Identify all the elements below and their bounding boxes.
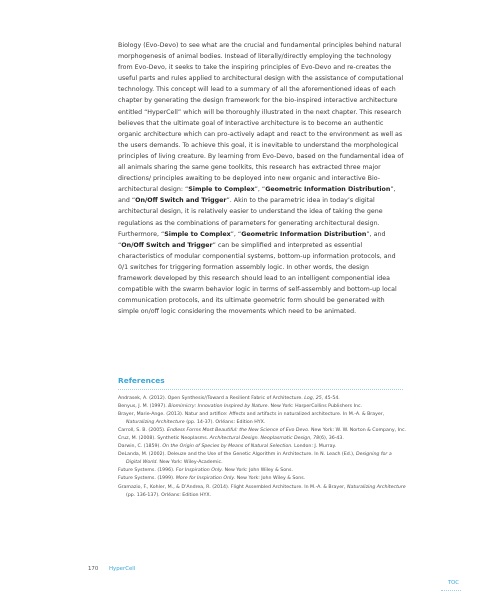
reference-italic: For Inspiration Only. <box>175 468 224 474</box>
reference-item <box>118 395 408 403</box>
reference-text: Future Systems. (1999). <box>118 476 176 482</box>
reference-text: Future Systems. (1996). <box>118 468 176 474</box>
reference-italic: Biomimicry: Innovation Inspired by Nature. <box>168 404 270 410</box>
principle-simple-to-complex: Simple to Complex <box>164 230 231 238</box>
reference-italic: Endless Forms Most Beautiful: the New Science of Evo Devo. <box>167 428 310 434</box>
running-footer-title: HyperCell <box>109 566 136 572</box>
body-text-run: Biology (Evo-Devo) to see what are the crucial and fundamental principles behind natural morphogenesis of animal bodies. Instead of literally/directly employing the technology from Evo-Devo, it seeks to take the inspiring principles of Evo-Devo and re-creates the useful parts and rules applied to architectural design with the assistance of computational technology. This concept will lead to a summary of all the aforementioned ideas of each chapter by generating the design framework for the bio-inspired interactive architecture entitled “HyperCell” which will be thoroughly illustrated in the next chapter. This research believes that the ultimate goal of Interactive architecture is to become an authentic organic architecture which can pro-actively adapt and react to the environment as well as the users demands. To achieve this goal, it is inevitable to understand the morphological principles of living creature. By learning from Evo-Devo, based on the fundamental idea of all animals sharing the same gene toolkits, this research has extracted three major directions/ principles awaiting to be deployed into new organic and interactive Bio-architectural design: “ <box>118 42 404 194</box>
reference-item <box>118 435 408 443</box>
body-paragraph <box>118 40 404 317</box>
reference-item <box>118 484 408 500</box>
reference-text: (6), 36-43. <box>319 436 344 442</box>
toc-link[interactable]: TOC <box>448 580 459 586</box>
reference-italic: Designing for a Digital World. <box>126 452 392 466</box>
body-text-run: ”, and “ <box>118 230 386 249</box>
references-divider <box>118 389 403 390</box>
reference-text: Carroll, S. B. (2005). <box>118 428 167 434</box>
body-text-run: ”, “ <box>230 230 242 238</box>
reference-text: 45-54. <box>323 396 340 401</box>
reference-item <box>118 403 408 411</box>
toc-underline <box>441 590 461 591</box>
references-heading: References <box>118 376 165 385</box>
reference-text: Benyus, J. M. (1997). <box>118 404 169 410</box>
reference-text: Brayer, Marie-Ange. (2013). Natur and artifice: Affects and artifacts in naturalized architecture. In M.-A. & Brayer, <box>118 412 385 418</box>
reference-text: London: J. Murray. <box>292 444 337 450</box>
reference-text: New York: John Wiley & Sons. <box>223 468 293 474</box>
reference-text: Gramazio, F., Kohler, M., & D’Andrea, R. (2014). Flight Assembled Architecture. In M.-A. & Brayer, <box>118 484 347 490</box>
reference-text: Andrasek, A. (2012). Open Synthesis//Toward a Resilient Fabric of Architecture. <box>118 396 305 401</box>
principle-simple-to-complex: Simple to Complex <box>188 186 255 194</box>
principle-on-off-switch: On/Off Switch and Trigger <box>121 241 213 249</box>
page-number: 170 <box>88 566 99 572</box>
reference-text: (pp. 14-37). Orléans: Edition HYX. <box>184 420 266 426</box>
reference-italic: Naturalizing Architecture <box>347 484 406 490</box>
reference-item <box>118 475 408 483</box>
reference-italic: On the Origin of Species by Means of Natural Selection. <box>162 444 293 450</box>
reference-italic: Log, 25, <box>304 396 324 401</box>
reference-text: (pp. 136-137). Orléans: Edition HYX. <box>126 492 212 498</box>
reference-italic: More for Inspiration Only. <box>175 476 236 482</box>
reference-italic: Naturalizing Architecture <box>126 420 185 426</box>
references-list <box>118 395 408 500</box>
principle-geometric-information-distribution: Geometric Information Distribution <box>265 186 391 194</box>
body-text-run: ”. Akin to the parametric idea in today’s digital architectural design, it is relatively easier to understand the idea of taking the gene regulations as the combinations of parameters for generating architectural design. Furthermore, “ <box>118 197 383 238</box>
reference-item <box>118 443 408 451</box>
reference-text: New York: Wiley-Academic. <box>157 460 223 466</box>
reference-item <box>118 411 408 427</box>
reference-text: Cruz, M. (2008). Synthetic Neoplasms. <box>118 436 210 442</box>
reference-text: New York: HarperCollins Publishers Inc. <box>269 404 363 410</box>
body-text-run: ”, “ <box>254 186 266 194</box>
principle-on-off-switch: On/Off Switch and Trigger <box>135 197 227 205</box>
reference-italic: Architectural Design. Neoplasmatic Design, 78 <box>209 436 320 442</box>
reference-text: Darwin, C. (1859). <box>118 444 163 450</box>
reference-text: DeLanda, M. (2002). Deleuze and the Use of the Genetic Algorithm in Architecture. In N. Leach (Ed.), <box>118 452 356 458</box>
reference-text: New York: John Wiley & Sons. <box>235 476 306 482</box>
reference-item <box>118 427 408 435</box>
body-text-run: ”, and “ <box>118 186 396 205</box>
reference-item <box>118 467 408 475</box>
reference-item <box>118 451 408 467</box>
body-text-run: ” can be simplified and interpreted as essential characteristics of modular componential systems, bottom-up information protocols, and 0/1 switches for triggering formation assembly logic. In other words, the design framework developed by this research should lead to an intelligent componential idea compatible with the swarm behavior logic in terms of self-assembly and bottom-up local communication protocols, and its ultimate geometric form should be generated with simple on/off logic considering the movements which need to be animated. <box>118 241 397 316</box>
principle-geometric-information-distribution: Geometric Information Distribution <box>241 230 367 238</box>
reference-text: New York: W. W. Norton & Company, Inc. <box>309 428 407 434</box>
